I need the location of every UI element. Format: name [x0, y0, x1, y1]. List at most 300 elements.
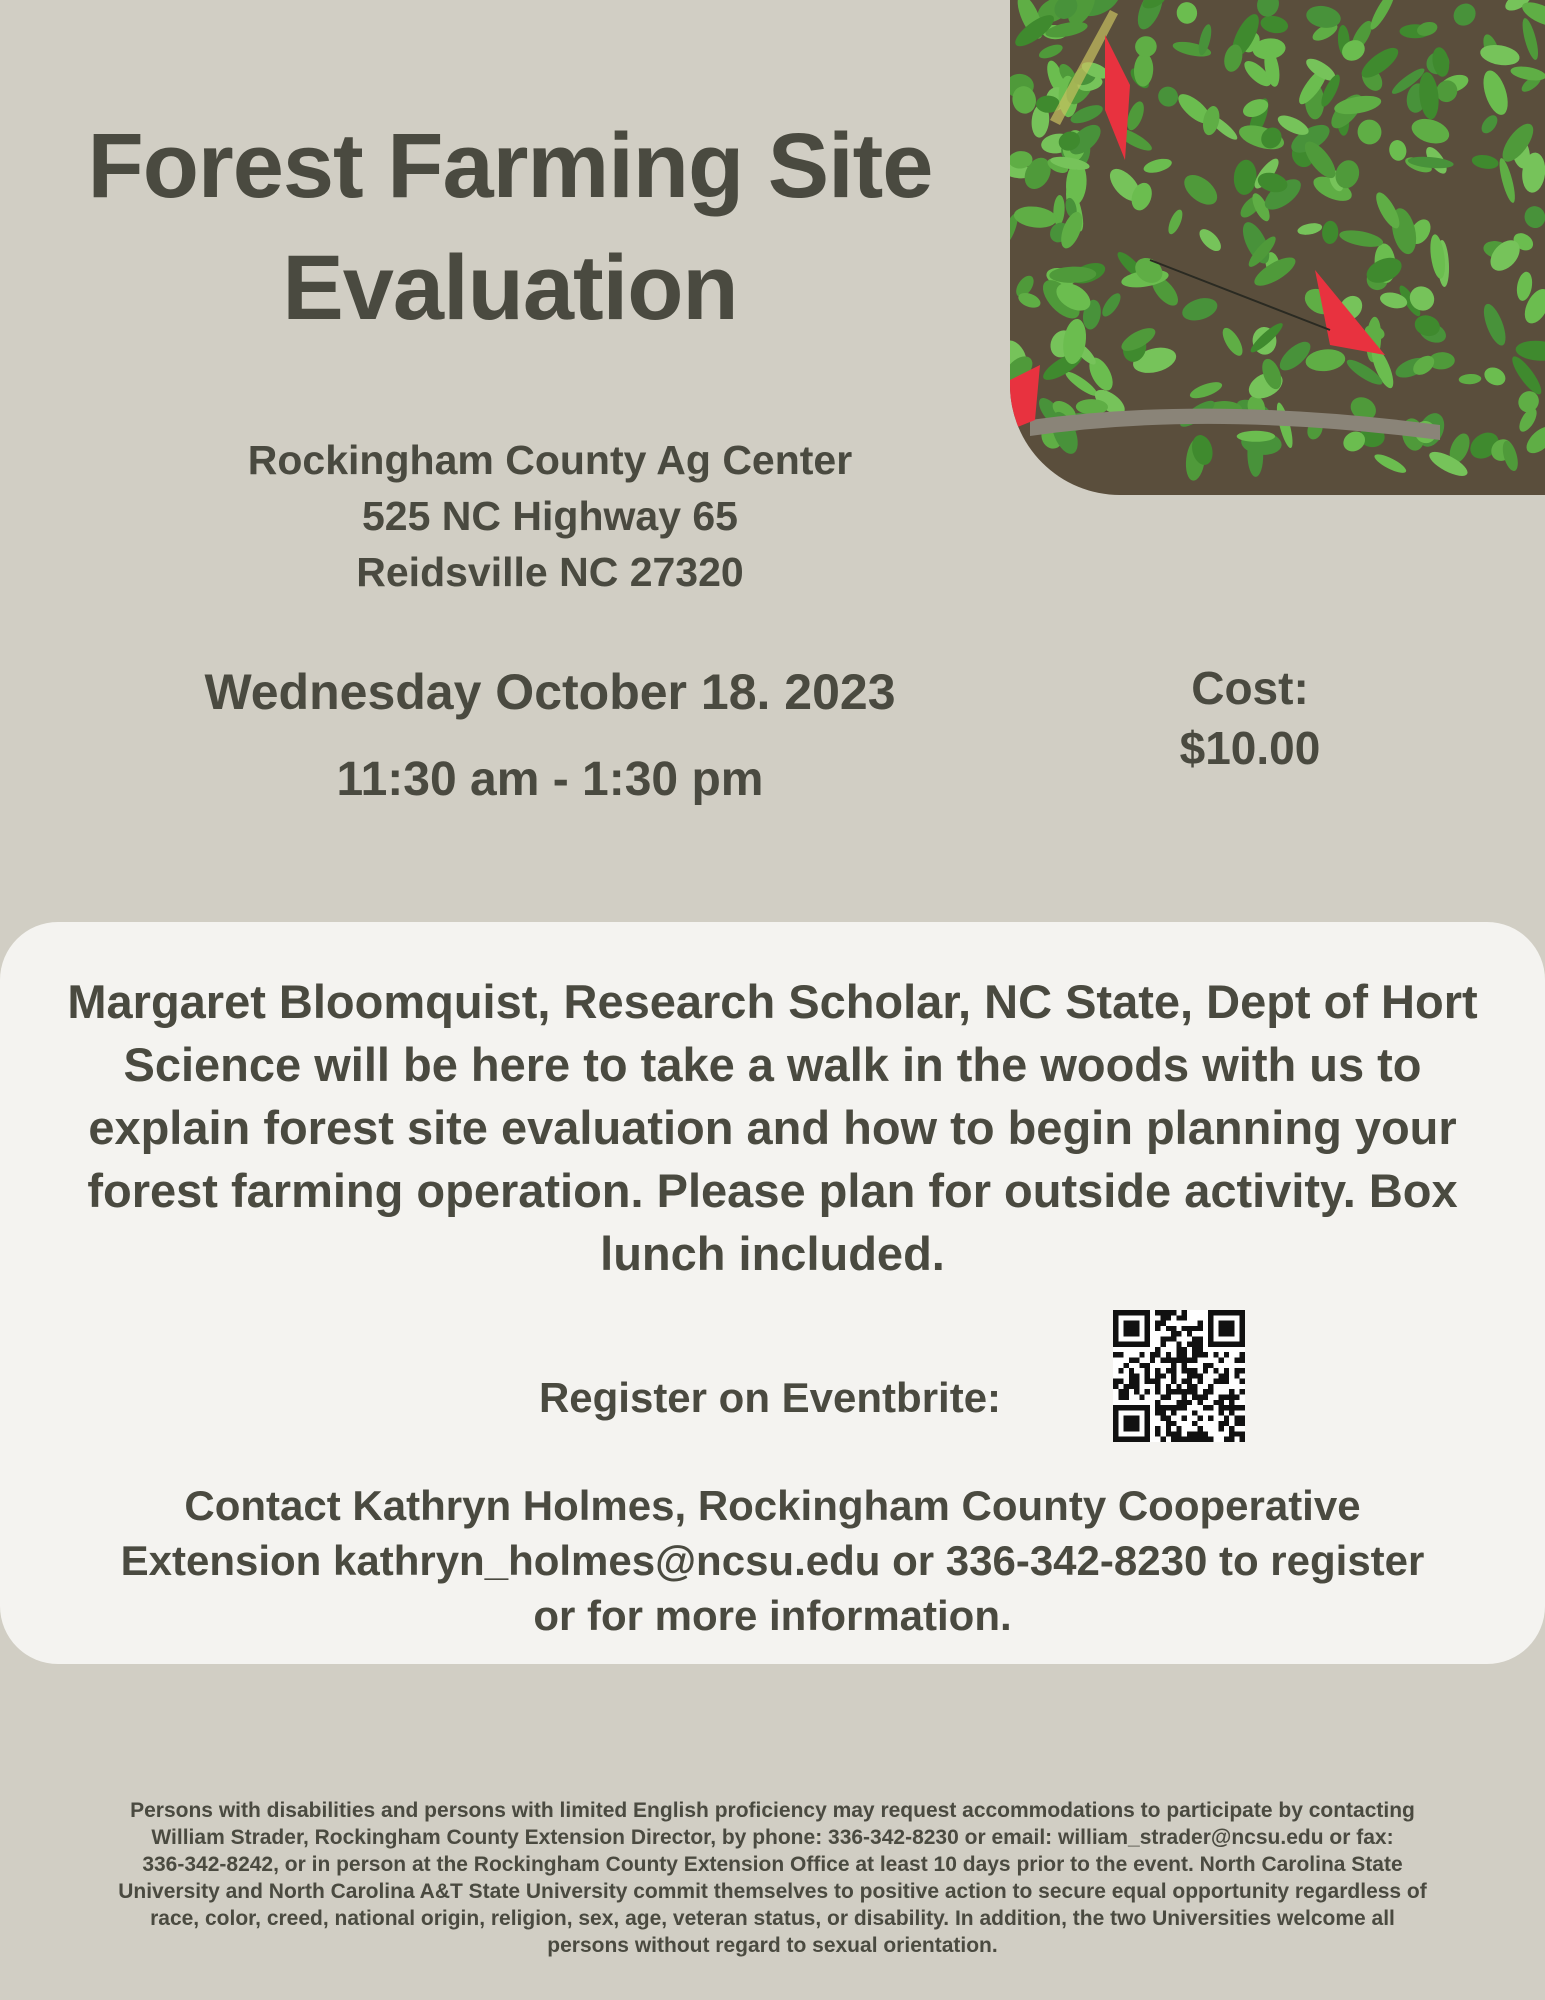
qr-module	[1113, 1426, 1118, 1431]
qr-module	[1166, 1352, 1171, 1357]
qr-module	[1182, 1315, 1187, 1320]
qr-module	[1129, 1421, 1134, 1426]
qr-module	[1229, 1394, 1234, 1399]
qr-module	[1224, 1394, 1229, 1399]
description-line: Science will be here to take a walk in the woods with us to	[123, 1038, 1422, 1091]
qr-module	[1134, 1437, 1139, 1442]
qr-module	[1187, 1389, 1192, 1394]
qr-module	[1192, 1352, 1197, 1357]
cost-label: Cost:	[1191, 662, 1309, 714]
qr-module	[1134, 1405, 1139, 1410]
qr-module	[1240, 1368, 1245, 1373]
title-line-2: Evaluation	[282, 237, 738, 339]
event-cost	[1110, 658, 1390, 778]
qr-module	[1113, 1321, 1118, 1326]
qr-module	[1124, 1363, 1129, 1368]
qr-module	[1219, 1358, 1224, 1363]
qr-module	[1187, 1373, 1192, 1378]
qr-module	[1161, 1358, 1166, 1363]
qr-module	[1166, 1421, 1171, 1426]
qr-module	[1187, 1379, 1192, 1384]
qr-module	[1240, 1321, 1245, 1326]
qr-module	[1176, 1431, 1181, 1436]
qr-module	[1113, 1331, 1118, 1336]
qr-module	[1134, 1421, 1139, 1426]
qr-module	[1229, 1400, 1234, 1405]
qr-module	[1208, 1321, 1213, 1326]
qr-code-graphic	[1113, 1310, 1245, 1442]
qr-module	[1129, 1358, 1134, 1363]
qr-module	[1234, 1310, 1239, 1315]
qr-module	[1229, 1310, 1234, 1315]
qr-module	[1166, 1389, 1171, 1394]
qr-module	[1129, 1426, 1134, 1431]
qr-module	[1219, 1310, 1224, 1315]
qr-module	[1187, 1331, 1192, 1336]
qr-module	[1192, 1389, 1197, 1394]
qr-module	[1139, 1310, 1144, 1315]
qr-module	[1155, 1405, 1160, 1410]
qr-module	[1182, 1405, 1187, 1410]
qr-module	[1224, 1331, 1229, 1336]
qr-module	[1192, 1384, 1197, 1389]
event-time: 11:30 am - 1:30 pm	[336, 753, 764, 806]
qr-module	[1118, 1394, 1123, 1399]
qr-module	[1229, 1426, 1234, 1431]
qr-module	[1197, 1426, 1202, 1431]
qr-module	[1208, 1389, 1213, 1394]
qr-module	[1155, 1389, 1160, 1394]
qr-module	[1234, 1416, 1239, 1421]
qr-module	[1192, 1358, 1197, 1363]
qr-module	[1155, 1410, 1160, 1415]
qr-module	[1219, 1426, 1224, 1431]
qr-module	[1187, 1326, 1192, 1331]
qr-module	[1145, 1410, 1150, 1415]
qr-module	[1240, 1421, 1245, 1426]
qr-module	[1129, 1310, 1134, 1315]
qr-module	[1113, 1310, 1118, 1315]
qr-module	[1124, 1321, 1129, 1326]
qr-module	[1224, 1368, 1229, 1373]
qr-module	[1192, 1394, 1197, 1399]
qr-module	[1187, 1342, 1192, 1347]
qr-module	[1192, 1421, 1197, 1426]
qr-module	[1161, 1410, 1166, 1415]
qr-module	[1171, 1336, 1176, 1341]
qr-module	[1134, 1389, 1139, 1394]
qr-module	[1155, 1400, 1160, 1405]
qr-module	[1166, 1315, 1171, 1320]
footer-line: University and North Carolina A&T State University commit themselves to positive action to secure equal opportunity regardless of	[118, 1880, 1427, 1903]
qr-module	[1213, 1352, 1218, 1357]
qr-module	[1182, 1379, 1187, 1384]
description-line: lunch included.	[600, 1227, 945, 1280]
qr-module	[1145, 1326, 1150, 1331]
qr-module	[1187, 1400, 1192, 1405]
leaf-shape	[1237, 431, 1275, 442]
qr-module	[1113, 1416, 1118, 1421]
qr-module	[1182, 1352, 1187, 1357]
qr-module	[1229, 1410, 1234, 1415]
qr-module	[1145, 1416, 1150, 1421]
qr-module	[1176, 1405, 1181, 1410]
qr-module	[1134, 1310, 1139, 1315]
qr-module	[1150, 1352, 1155, 1357]
address-line-2: 525 NC Highway 65	[362, 493, 738, 539]
footer-line: 336-342-8242, or in person at the Rockingham County Extension Office at least 10 days prior to the event. North Carolina State	[142, 1853, 1403, 1876]
qr-module	[1166, 1431, 1171, 1436]
qr-module	[1229, 1326, 1234, 1331]
qr-module	[1240, 1342, 1245, 1347]
qr-module	[1176, 1331, 1181, 1336]
qr-module	[1118, 1368, 1123, 1373]
qr-module	[1219, 1421, 1224, 1426]
qr-module	[1134, 1416, 1139, 1421]
qr-module	[1155, 1379, 1160, 1384]
qr-module	[1240, 1431, 1245, 1436]
qr-module	[1171, 1363, 1176, 1368]
qr-module	[1182, 1416, 1187, 1421]
register-label: Register on Eventbrite:	[538, 1374, 1002, 1421]
qr-module	[1229, 1437, 1234, 1442]
qr-module	[1192, 1431, 1197, 1436]
qr-module	[1240, 1405, 1245, 1410]
qr-module	[1208, 1384, 1213, 1389]
qr-module	[1118, 1405, 1123, 1410]
qr-module	[1145, 1331, 1150, 1336]
qr-module	[1129, 1342, 1134, 1347]
qr-module	[1197, 1394, 1202, 1399]
qr-module	[1161, 1405, 1166, 1410]
qr-module	[1145, 1405, 1150, 1410]
qr-module	[1197, 1431, 1202, 1436]
qr-module	[1197, 1437, 1202, 1442]
qr-module	[1234, 1342, 1239, 1347]
qr-module	[1166, 1336, 1171, 1341]
address-line-3: Reidsville NC 27320	[356, 549, 744, 595]
qr-module	[1213, 1310, 1218, 1315]
qr-module	[1197, 1400, 1202, 1405]
qr-module	[1134, 1358, 1139, 1363]
qr-module	[1192, 1336, 1197, 1341]
qr-module	[1113, 1352, 1118, 1357]
qr-module	[1145, 1437, 1150, 1442]
qr-module	[1219, 1379, 1224, 1384]
page-title	[40, 105, 980, 349]
qr-module	[1203, 1431, 1208, 1436]
qr-module	[1129, 1326, 1134, 1331]
qr-module	[1155, 1431, 1160, 1436]
qr-module	[1197, 1342, 1202, 1347]
qr-module	[1176, 1400, 1181, 1405]
qr-module	[1113, 1379, 1118, 1384]
qr-module	[1234, 1431, 1239, 1436]
qr-module	[1161, 1416, 1166, 1421]
qr-module	[1224, 1373, 1229, 1378]
qr-module	[1192, 1410, 1197, 1415]
qr-module	[1182, 1363, 1187, 1368]
qr-module	[1166, 1394, 1171, 1399]
qr-module	[1197, 1352, 1202, 1357]
qr-module	[1134, 1373, 1139, 1378]
qr-module	[1166, 1310, 1171, 1315]
qr-module	[1240, 1379, 1245, 1384]
qr-module	[1240, 1326, 1245, 1331]
qr-module	[1229, 1389, 1234, 1394]
qr-module	[1224, 1321, 1229, 1326]
qr-module	[1134, 1379, 1139, 1384]
qr-module	[1224, 1379, 1229, 1384]
qr-module	[1124, 1405, 1129, 1410]
qr-module	[1134, 1426, 1139, 1431]
qr-module	[1176, 1426, 1181, 1431]
qr-module	[1224, 1421, 1229, 1426]
qr-module	[1240, 1315, 1245, 1320]
qr-module	[1192, 1347, 1197, 1352]
qr-module	[1124, 1426, 1129, 1431]
qr-module	[1124, 1421, 1129, 1426]
qr-module	[1197, 1379, 1202, 1384]
qr-module	[1197, 1321, 1202, 1326]
qr-module	[1155, 1326, 1160, 1331]
contact-line: or for more information.	[533, 1592, 1012, 1639]
qr-module	[1208, 1326, 1213, 1331]
qr-module	[1166, 1426, 1171, 1431]
qr-module	[1203, 1389, 1208, 1394]
qr-module	[1145, 1421, 1150, 1426]
qr-module	[1145, 1373, 1150, 1378]
qr-module	[1176, 1358, 1181, 1363]
qr-module	[1145, 1315, 1150, 1320]
qr-module	[1171, 1326, 1176, 1331]
qr-module	[1192, 1326, 1197, 1331]
qr-module	[1192, 1373, 1197, 1378]
qr-module	[1208, 1342, 1213, 1347]
qr-module	[1176, 1437, 1181, 1442]
qr-module	[1187, 1437, 1192, 1442]
qr-module	[1145, 1363, 1150, 1368]
qr-module	[1219, 1373, 1224, 1378]
qr-module	[1134, 1342, 1139, 1347]
qr-module	[1155, 1426, 1160, 1431]
qr-module	[1187, 1431, 1192, 1436]
qr-module	[1240, 1336, 1245, 1341]
qr-module	[1145, 1426, 1150, 1431]
qr-module	[1219, 1342, 1224, 1347]
qr-module	[1134, 1321, 1139, 1326]
qr-module	[1219, 1400, 1224, 1405]
qr-module	[1124, 1310, 1129, 1315]
qr-module	[1166, 1416, 1171, 1421]
qr-module	[1161, 1373, 1166, 1378]
qr-module	[1234, 1373, 1239, 1378]
qr-module	[1171, 1373, 1176, 1378]
qr-module	[1229, 1342, 1234, 1347]
qr-module	[1229, 1405, 1234, 1410]
qr-module	[1113, 1342, 1118, 1347]
qr-module	[1161, 1321, 1166, 1326]
qr-module	[1113, 1326, 1118, 1331]
qr-module	[1118, 1310, 1123, 1315]
title-line-1: Forest Farming Site	[87, 115, 933, 217]
qr-module	[1224, 1437, 1229, 1442]
qr-module	[1208, 1416, 1213, 1421]
qr-module	[1171, 1379, 1176, 1384]
qr-module	[1182, 1389, 1187, 1394]
qr-module	[1145, 1389, 1150, 1394]
qr-module	[1129, 1416, 1134, 1421]
qr-module	[1113, 1405, 1118, 1410]
qr-module	[1113, 1315, 1118, 1320]
qr-module	[1240, 1358, 1245, 1363]
qr-module	[1203, 1405, 1208, 1410]
qr-module	[1124, 1437, 1129, 1442]
qr-module	[1139, 1437, 1144, 1442]
qr-module	[1219, 1326, 1224, 1331]
qr-module	[1139, 1342, 1144, 1347]
qr-module	[1113, 1336, 1118, 1341]
qr-module	[1155, 1352, 1160, 1357]
qr-code-icon[interactable]	[1113, 1310, 1245, 1442]
qr-module	[1182, 1310, 1187, 1315]
contact-line: Extension kathryn_holmes@ncsu.edu or 336-342-8230 to register	[120, 1537, 1425, 1584]
qr-module	[1208, 1405, 1213, 1410]
qr-module	[1134, 1331, 1139, 1336]
qr-module	[1192, 1342, 1197, 1347]
ginseng-plants-with-red-flags-photo	[1010, 0, 1545, 495]
qr-module	[1145, 1431, 1150, 1436]
qr-module	[1161, 1342, 1166, 1347]
qr-module	[1134, 1384, 1139, 1389]
qr-module	[1171, 1389, 1176, 1394]
qr-module	[1240, 1389, 1245, 1394]
qr-module	[1171, 1421, 1176, 1426]
qr-module	[1219, 1321, 1224, 1326]
qr-module	[1113, 1431, 1118, 1436]
qr-module	[1213, 1400, 1218, 1405]
qr-module	[1155, 1373, 1160, 1378]
forest-plants-photo	[1010, 0, 1545, 495]
qr-module	[1224, 1342, 1229, 1347]
qr-module	[1118, 1342, 1123, 1347]
qr-module	[1150, 1379, 1155, 1384]
qr-module	[1203, 1368, 1208, 1373]
qr-module	[1176, 1389, 1181, 1394]
qr-module	[1219, 1405, 1224, 1410]
qr-module	[1176, 1315, 1181, 1320]
qr-module	[1139, 1405, 1144, 1410]
qr-module	[1161, 1315, 1166, 1320]
qr-module	[1118, 1379, 1123, 1384]
qr-module	[1208, 1336, 1213, 1341]
description-line: explain forest site evaluation and how to begin planning your	[88, 1101, 1457, 1154]
qr-module	[1155, 1368, 1160, 1373]
qr-module	[1213, 1342, 1218, 1347]
qr-module	[1171, 1410, 1176, 1415]
qr-module	[1213, 1368, 1218, 1373]
qr-module	[1139, 1394, 1144, 1399]
qr-module	[1240, 1437, 1245, 1442]
qr-module	[1208, 1310, 1213, 1315]
qr-module	[1240, 1416, 1245, 1421]
qr-module	[1139, 1352, 1144, 1357]
qr-module	[1240, 1352, 1245, 1357]
footer-line: persons without regard to sexual orientation.	[547, 1934, 998, 1957]
qr-module	[1187, 1358, 1192, 1363]
qr-module	[1208, 1437, 1213, 1442]
qr-module	[1113, 1384, 1118, 1389]
cost-value: $10.00	[1179, 722, 1321, 774]
qr-module	[1229, 1431, 1234, 1436]
qr-module	[1161, 1336, 1166, 1341]
qr-module	[1203, 1437, 1208, 1442]
qr-module	[1134, 1326, 1139, 1331]
description-line: Margaret Bloomquist, Research Scholar, NC State, Dept of Hort	[67, 975, 1478, 1028]
qr-module	[1176, 1347, 1181, 1352]
qr-module	[1118, 1437, 1123, 1442]
qr-module	[1124, 1342, 1129, 1347]
qr-module	[1155, 1321, 1160, 1326]
qr-module	[1224, 1310, 1229, 1315]
qr-module	[1139, 1363, 1144, 1368]
qr-module	[1203, 1363, 1208, 1368]
qr-module	[1234, 1368, 1239, 1373]
qr-module	[1203, 1394, 1208, 1399]
qr-module	[1145, 1342, 1150, 1347]
qr-module	[1229, 1321, 1234, 1326]
qr-module	[1129, 1437, 1134, 1442]
qr-module	[1161, 1437, 1166, 1442]
qr-module	[1171, 1310, 1176, 1315]
event-address	[150, 432, 950, 600]
qr-module	[1145, 1336, 1150, 1341]
qr-module	[1182, 1368, 1187, 1373]
qr-module	[1166, 1358, 1171, 1363]
qr-module	[1234, 1405, 1239, 1410]
qr-module	[1229, 1331, 1234, 1336]
description-line: forest farming operation. Please plan for outside activity. Box	[87, 1164, 1458, 1217]
qr-module	[1224, 1352, 1229, 1357]
qr-module	[1155, 1310, 1160, 1315]
qr-module	[1129, 1379, 1134, 1384]
qr-module	[1192, 1368, 1197, 1373]
qr-module	[1145, 1379, 1150, 1384]
qr-module	[1171, 1331, 1176, 1336]
qr-module	[1124, 1416, 1129, 1421]
qr-module	[1176, 1384, 1181, 1389]
contact-info	[40, 1478, 1505, 1643]
qr-module	[1129, 1405, 1134, 1410]
qr-module	[1203, 1352, 1208, 1357]
qr-module	[1129, 1321, 1134, 1326]
qr-module	[1124, 1394, 1129, 1399]
qr-module	[1166, 1384, 1171, 1389]
qr-module	[1234, 1421, 1239, 1426]
qr-module	[1113, 1410, 1118, 1415]
qr-module	[1182, 1437, 1187, 1442]
qr-module	[1161, 1310, 1166, 1315]
qr-module	[1129, 1331, 1134, 1336]
qr-module	[1187, 1384, 1192, 1389]
qr-module	[1124, 1384, 1129, 1389]
qr-module	[1176, 1352, 1181, 1357]
qr-module	[1197, 1416, 1202, 1421]
qr-module	[1124, 1326, 1129, 1331]
qr-module	[1166, 1368, 1171, 1373]
qr-module	[1208, 1331, 1213, 1336]
qr-module	[1182, 1358, 1187, 1363]
